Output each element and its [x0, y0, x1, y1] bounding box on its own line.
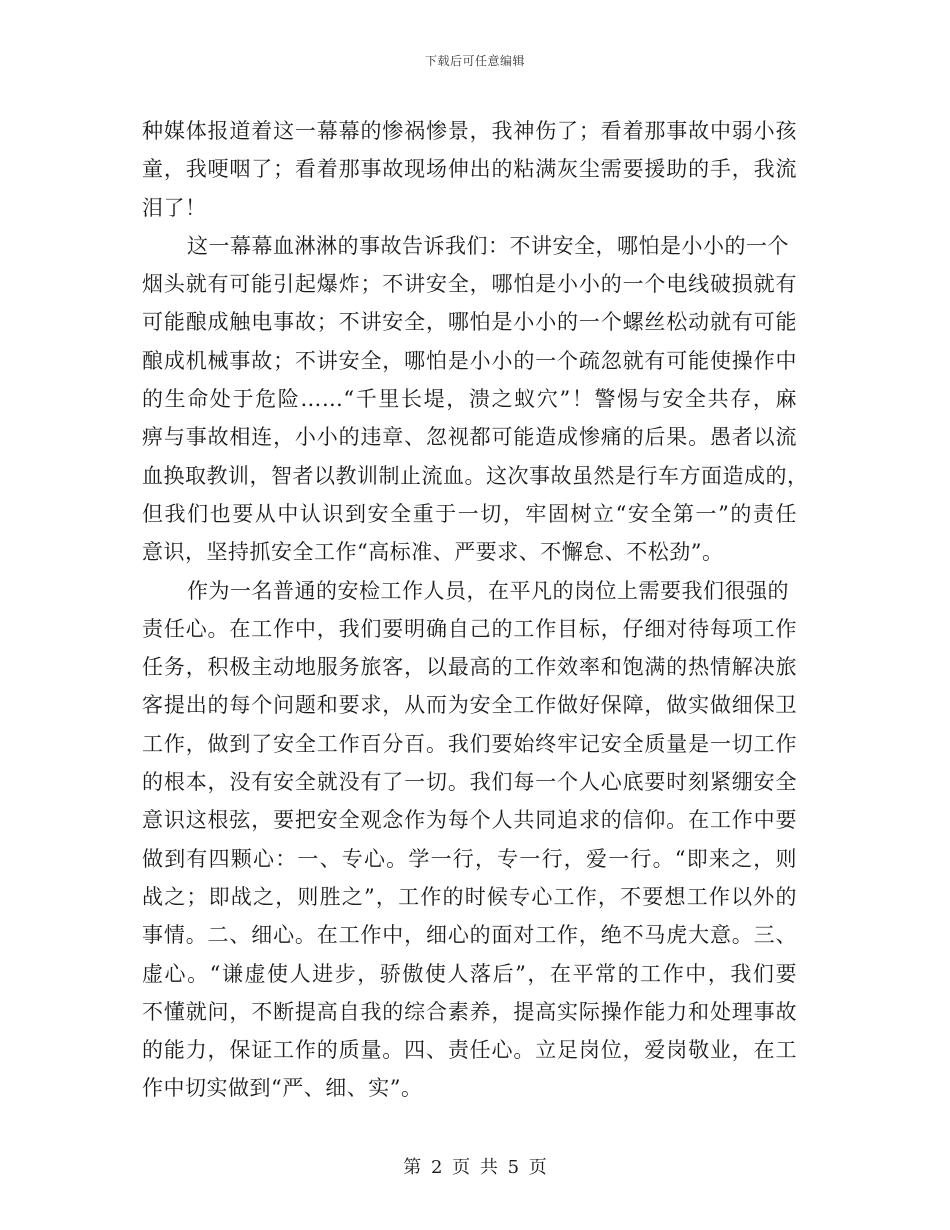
page-number-footer: 第 2 页 共 5 页 — [403, 1157, 547, 1178]
body-text-line: 客提出的每个问题和要求，从而为安全工作做好保障，做实做细保卫 — [142, 693, 797, 718]
body-text-line: 意识，坚持抓安全工作“高标准、严要求、不懈怠、不松劲”。 — [142, 540, 724, 565]
body-text-line: 童，我哽咽了；看着那事故现场伸出的粘满灰尘需要援助的手，我流 — [142, 157, 797, 182]
body-text-line: 作为一名普通的安检工作人员，在平凡的岗位上需要我们很强的 — [187, 578, 789, 603]
body-text-line: 的生命处于危险……“千里长堤，溃之蚁穴”！警惕与安全共存，麻 — [142, 387, 797, 412]
page-header: 下载后可任意编辑 — [424, 54, 525, 68]
body-text-line: 意识这根弦，要把安全观念作为每个人共同追求的信仰。在工作中要 — [142, 808, 797, 833]
body-text-line: 种媒体报道着这一幕幕的惨祸惨景，我神伤了；看着那事故中弱小孩 — [142, 119, 797, 143]
body-text-line: 工作，做到了安全工作百分百。我们要始终牢记安全质量是一切工作 — [142, 731, 797, 756]
body-text-line: 酿成机械事故；不讲安全，哪怕是小小的一个疏忽就有可能使操作中 — [142, 348, 797, 373]
body-text-line: 不懂就问，不断提高自我的综合素养，提高实际操作能力和处理事故 — [142, 999, 797, 1024]
body-text-line: 痹与事故相连，小小的违章、忽视都可能造成惨痛的后果。愚者以流 — [142, 425, 797, 450]
body-text-line: 任务，积极主动地服务旅客，以最高的工作效率和饱满的热情解决旅 — [142, 655, 797, 680]
body-text-line: 泪了！ — [142, 195, 207, 220]
body-text-line: 做到有四颗心：一、专心。学一行，专一行，爱一行。“即来之，则 — [142, 846, 797, 871]
body-text-line: 战之；即战之，则胜之”，工作的时候专心工作，不要想工作以外的 — [142, 884, 797, 909]
body-text-line: 血换取教训，智者以教训制止流血。这次事故虽然是行车方面造成的， — [142, 463, 809, 488]
body-text-line: 的能力，保证工作的质量。四、责任心。立足岗位，爱岗敬业，在工 — [142, 1038, 797, 1063]
body-text-line: 虚心。“谦虚使人进步，骄傲使人落后”，在平常的工作中，我们要 — [142, 961, 797, 986]
body-text-line: 事情。二、细心。在工作中，细心的面对工作，绝不马虎大意。三、 — [142, 923, 797, 948]
body-text-line: 但我们也要从中认识到安全重于一切，牢固树立“安全第一”的责任 — [142, 501, 797, 526]
body-text-line: 可能酿成触电事故；不讲安全，哪怕是小小的一个螺丝松动就有可能 — [142, 310, 797, 335]
body-text-line: 责任心。在工作中，我们要明确自己的工作目标，仔细对待每项工作 — [142, 616, 797, 641]
body-text-line: 的根本，没有安全就没有了一切。我们每一个人心底要时刻紧绷安全 — [142, 770, 797, 795]
body-text-line: 这一幕幕血淋淋的事故告诉我们：不讲安全，哪怕是小小的一个 — [187, 233, 789, 258]
body-text-line: 作中切实做到“严、细、实”。 — [142, 1076, 423, 1101]
document-body — [142, 112, 809, 1108]
body-text-line: 烟头就有可能引起爆炸；不讲安全，哪怕是小小的一个电线破损就有 — [142, 272, 797, 297]
